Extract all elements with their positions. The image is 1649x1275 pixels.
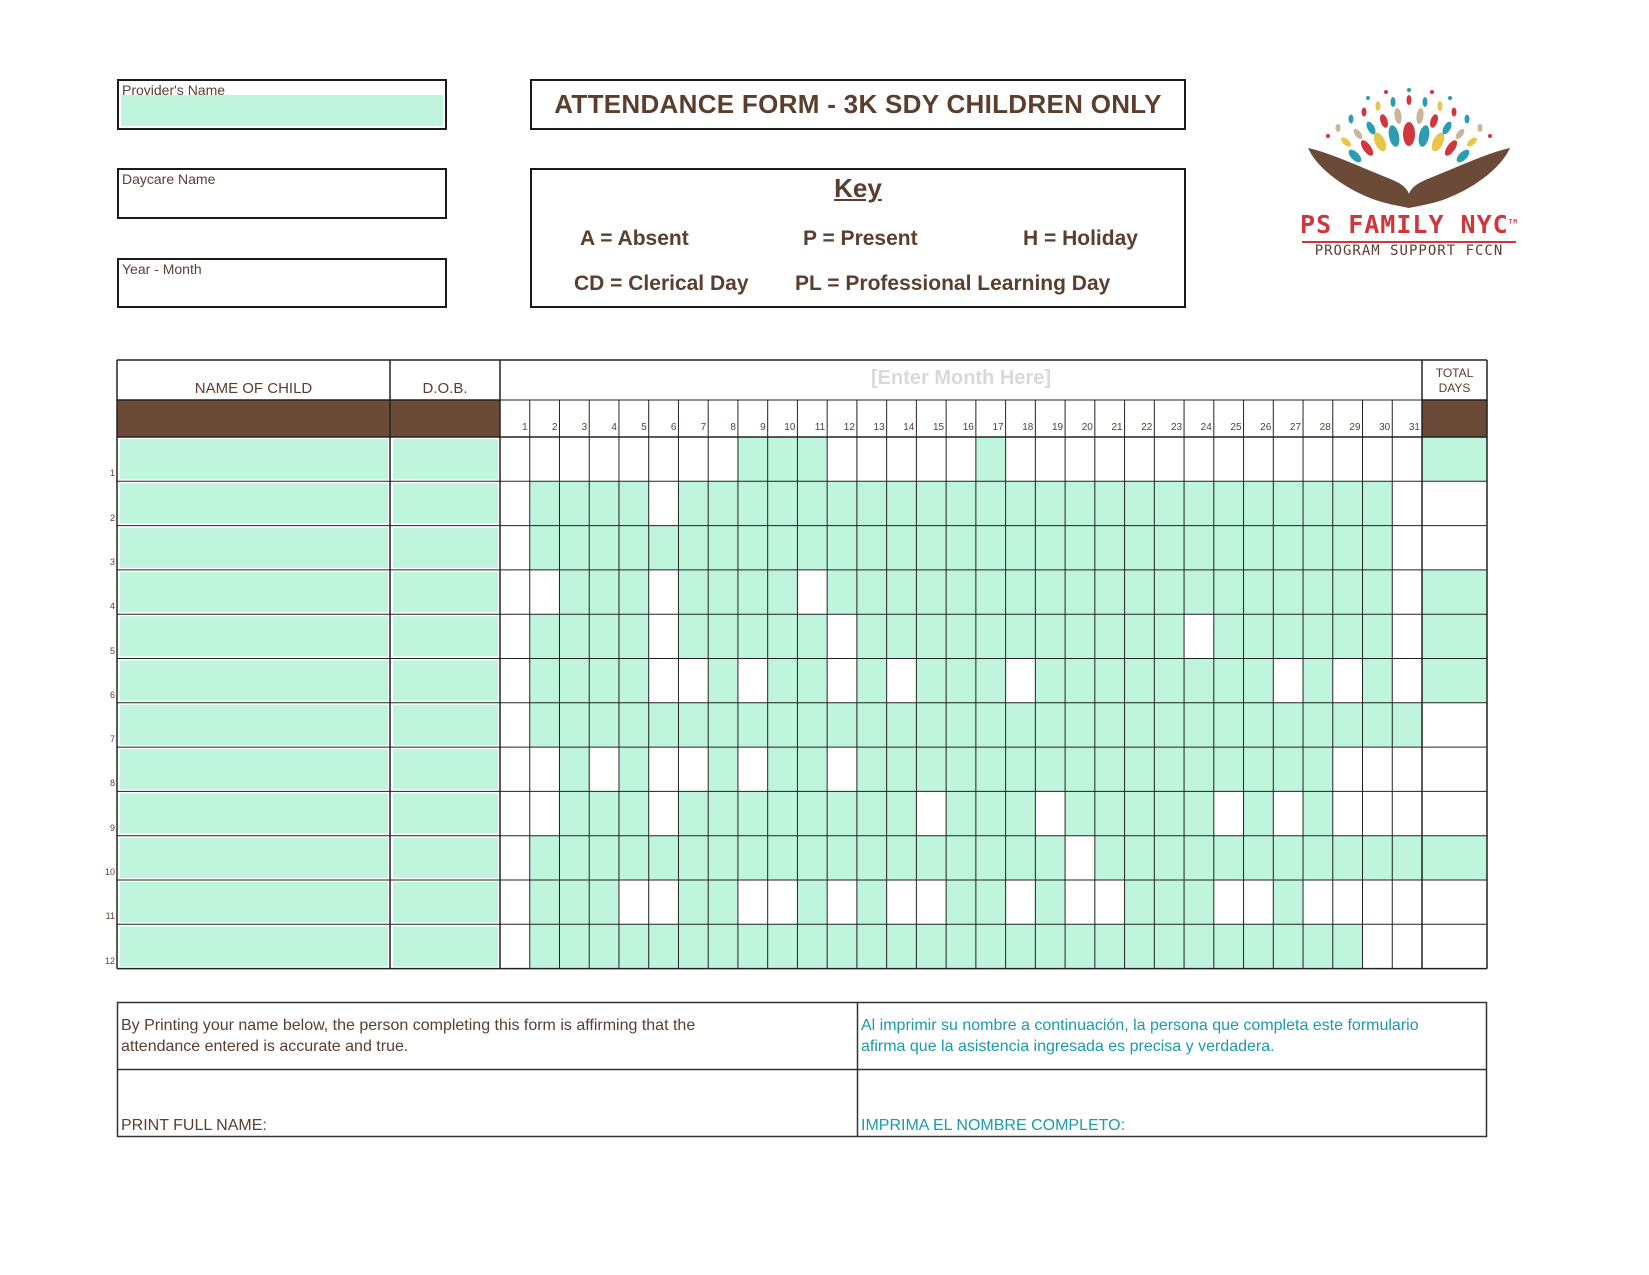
day-number: 7 [700,422,707,433]
dob-header: D.O.B. [422,380,468,397]
row-number: 4 [109,601,115,612]
daycare-name-label: Daycare Name [122,171,216,187]
row-number: 8 [109,778,115,789]
day-number: 5 [641,422,647,433]
day-number: 22 [1141,422,1153,433]
affirmation-english: By Printing your name below, the person completing this form is affirming that the attendance entered is accurate and true. [121,1017,696,1055]
day-number: 9 [760,422,766,433]
year-month-label: Year - Month [122,261,202,277]
key-clerical-day: CD = Clerical Day [574,272,749,295]
day-number: 16 [962,422,974,433]
row-number: 10 [104,867,115,877]
day-number: 29 [1349,422,1361,433]
day-number: 21 [1111,422,1123,433]
month-placeholder: [Enter Month Here] [871,367,1051,389]
row-number: 5 [109,645,115,656]
day-number: 3 [581,422,588,433]
day-number: 20 [1081,422,1093,433]
day-number: 11 [814,422,826,433]
day-number: 19 [1051,422,1064,433]
affirmation-spanish: Al imprimir su nombre a continuación, la persona que completa este formulario afirma que la asistencia ingresada es precisa y verdadera. [861,1017,1419,1055]
row-number: 11 [105,911,115,922]
row-number: 9 [109,822,115,833]
day-number: 17 [992,422,1004,433]
row-number: 2 [109,512,115,523]
row-number: 7 [109,734,115,745]
logo-name: PS FAMILY NYC™ [1300,210,1518,239]
day-number: 10 [784,422,796,433]
day-number: 1 [522,422,528,433]
total-days-header-line2: DAYS [1438,381,1471,395]
logo-trademark: TM [1508,218,1518,226]
imprima-nombre-label: IMPRIMA EL NOMBRE COMPLETO: [861,1117,1126,1134]
day-number: 14 [903,422,915,433]
day-number: 2 [551,422,558,433]
form-title: ATTENDANCE FORM - 3K SDY CHILDREN ONLY [554,89,1162,119]
day-number: 8 [730,422,736,433]
name-of-child-header: NAME OF CHILD [194,380,313,397]
key-holiday: H = Holiday [1023,227,1138,250]
day-number: 13 [873,422,885,433]
key-absent: A = Absent [580,227,689,250]
total-days-header-line1: TOTAL [1435,366,1474,380]
day-number: 15 [933,422,945,433]
logo-subtitle: PROGRAM SUPPORT FCCN [1314,243,1504,259]
key-heading: Key [834,173,882,203]
row-number: 6 [109,689,115,700]
day-number: 12 [843,422,855,433]
day-number: 23 [1170,422,1183,433]
day-number: 6 [670,422,677,433]
day-number: 18 [1022,422,1034,433]
row-number: 12 [104,955,115,966]
day-number: 26 [1260,422,1272,433]
day-number: 4 [611,422,617,433]
row-number: 1 [109,468,115,479]
day-number: 28 [1319,422,1331,433]
day-number: 25 [1230,422,1242,433]
row-number: 3 [109,556,115,567]
day-number: 27 [1289,422,1302,433]
day-number: 24 [1200,422,1212,433]
day-number: 31 [1408,422,1420,433]
print-full-name-label: PRINT FULL NAME: [121,1117,267,1134]
key-present: P = Present [803,227,918,250]
key-professional-learning-day: PL = Professional Learning Day [795,272,1111,295]
day-number: 30 [1379,422,1391,433]
provider-name-label: Provider's Name [122,82,226,98]
